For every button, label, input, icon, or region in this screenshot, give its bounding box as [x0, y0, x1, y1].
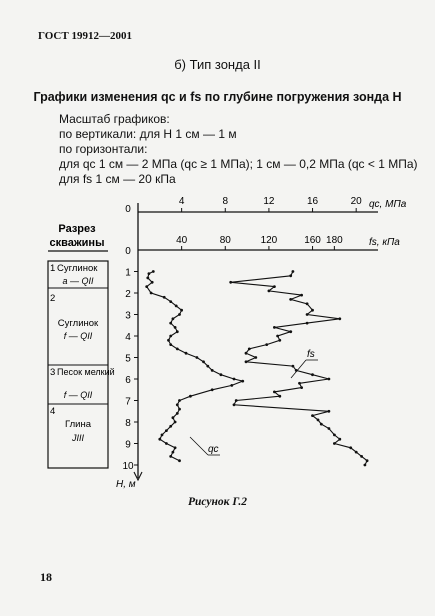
scale-fs: для fs 1 см — 20 кПа	[59, 172, 176, 186]
point-fs	[328, 427, 331, 430]
qc-series-label: qc	[208, 444, 219, 455]
point-qc	[165, 429, 168, 432]
point-fs	[355, 451, 358, 454]
point-fs	[317, 419, 320, 422]
point-fs	[300, 294, 303, 297]
depth-tick-label: 2	[125, 289, 131, 300]
point-qc	[185, 352, 188, 355]
point-fs	[328, 410, 331, 413]
point-qc	[241, 380, 244, 383]
layer-4-index: JIII	[71, 433, 85, 443]
series-line-qc	[147, 272, 243, 461]
figure-title: Графики изменения qc и fs по глубине погружения зонда H	[33, 90, 402, 104]
point-fs	[338, 317, 341, 320]
qc-tick-label: 20	[350, 196, 362, 207]
depth-tick-label: 3	[125, 310, 131, 322]
layer-3-name: Песок мелкий	[57, 367, 115, 377]
point-qc	[167, 339, 170, 342]
point-fs	[233, 403, 236, 406]
point-qc	[178, 399, 181, 402]
point-qc	[220, 373, 223, 376]
point-fs	[349, 446, 352, 449]
point-qc	[211, 388, 214, 391]
point-fs	[254, 356, 257, 359]
point-qc	[169, 455, 172, 458]
point-fs	[292, 270, 295, 273]
point-fs	[366, 459, 369, 462]
point-fs	[320, 423, 323, 426]
layer-1-name: Суглинок	[57, 263, 98, 274]
point-qc	[174, 326, 177, 329]
point-qc	[174, 421, 177, 424]
point-fs	[273, 391, 276, 394]
qc-tick-label: 4	[178, 196, 185, 207]
fs-tick-label: 80	[219, 235, 231, 246]
point-qc	[175, 305, 178, 308]
depth-tick-label: 7	[125, 396, 131, 408]
point-fs	[328, 378, 331, 381]
layer-4-name: Глина	[65, 419, 91, 430]
point-fs	[289, 274, 292, 277]
layer-2-num: 2	[50, 293, 56, 304]
document-header: ГОСТ 19912—2001	[38, 30, 132, 42]
qc-tick-label: 8	[222, 196, 229, 207]
series-layer	[145, 270, 368, 466]
point-fs	[268, 290, 271, 293]
scale-qc: для qc 1 см — 2 МПа (qc ≥ 1 МПа); 1 см — 0,2 МПа (qc < 1 МПа)	[59, 157, 418, 171]
qc-axis-zero: 0	[125, 204, 131, 215]
point-fs	[338, 438, 341, 441]
qc-label-leader	[190, 437, 208, 455]
qc-tick-labels	[179, 196, 362, 212]
point-qc	[169, 322, 172, 325]
point-fs	[245, 360, 248, 363]
layer-2-name: Суглинок	[57, 318, 99, 329]
layer-3-num: 3	[50, 367, 56, 378]
point-fs	[278, 339, 281, 342]
point-qc	[176, 412, 179, 415]
point-fs	[273, 285, 276, 288]
point-qc	[206, 365, 209, 368]
depth-axis-label: H, м	[116, 479, 136, 490]
point-qc	[152, 270, 155, 273]
point-qc	[196, 356, 199, 359]
scale-vertical: по вертикали: для H 1 см — 1 м	[59, 127, 237, 141]
point-fs	[235, 399, 238, 402]
point-qc	[150, 292, 153, 295]
point-qc	[169, 300, 172, 303]
point-qc	[176, 403, 179, 406]
point-fs	[276, 335, 279, 338]
point-qc	[169, 335, 172, 338]
fs-label-leader	[291, 360, 306, 378]
point-qc	[176, 330, 179, 333]
layer-4-num: 4	[50, 406, 56, 417]
depth-tick-label: 4	[125, 332, 131, 343]
point-fs	[333, 434, 336, 437]
point-qc	[145, 285, 148, 288]
point-fs	[289, 298, 292, 301]
layer-3-index: f — QII	[63, 390, 93, 400]
depth-tick-labels	[122, 268, 138, 473]
point-fs	[248, 348, 251, 351]
point-qc	[180, 309, 183, 312]
point-qc	[148, 272, 151, 275]
point-fs	[311, 309, 314, 312]
point-qc	[169, 343, 172, 346]
depth-tick-label: 1	[125, 267, 131, 279]
layer-2-index: f — QII	[63, 331, 93, 341]
point-qc	[172, 451, 175, 454]
point-qc	[176, 348, 179, 351]
point-fs	[300, 386, 303, 389]
point-fs	[245, 352, 248, 355]
point-fs	[229, 281, 232, 284]
subtitle: б) Тип зонда II	[174, 57, 261, 72]
point-qc	[172, 317, 175, 320]
point-qc	[158, 438, 161, 441]
point-fs	[333, 442, 336, 445]
fs-tick-label: 160	[304, 235, 321, 246]
point-qc	[211, 369, 214, 372]
page-number: 18	[40, 570, 52, 584]
point-qc	[189, 395, 192, 398]
fs-axis-label: fs, кПа	[369, 237, 400, 248]
point-qc	[151, 281, 154, 284]
layer-1-num: 1	[50, 263, 56, 274]
point-qc	[178, 459, 181, 462]
scale-horizontal: по горизонтали:	[59, 142, 148, 156]
point-fs	[273, 326, 276, 329]
fs-tick-label: 180	[326, 235, 343, 246]
qc-tick-label: 12	[263, 196, 275, 207]
point-qc	[230, 384, 233, 387]
point-qc	[161, 434, 164, 437]
section-heading-1: Разрез	[58, 223, 96, 235]
point-fs	[289, 330, 292, 333]
depth-tick-label: 9	[125, 439, 131, 451]
point-fs	[298, 382, 301, 385]
point-qc	[146, 277, 149, 280]
depth-tick-label: 8	[125, 418, 131, 429]
point-fs	[311, 414, 314, 417]
fs-tick-label: 120	[260, 235, 278, 246]
qc-tick-label: 16	[306, 196, 319, 207]
point-fs	[306, 313, 309, 316]
section-heading-2: скважины	[49, 237, 105, 249]
point-qc	[233, 378, 236, 381]
point-qc	[165, 442, 168, 445]
point-fs	[306, 322, 309, 325]
point-fs	[311, 373, 314, 376]
point-qc	[178, 408, 181, 411]
layer-1-index: a — QII	[62, 276, 94, 286]
point-fs	[360, 455, 363, 458]
qc-axis-label: qc, МПа	[369, 199, 407, 210]
point-qc	[163, 296, 166, 299]
point-qc	[202, 360, 205, 363]
point-qc	[169, 425, 172, 428]
point-qc	[178, 313, 181, 316]
fs-tick-label: 40	[176, 235, 188, 246]
point-fs	[265, 343, 268, 346]
depth-tick-label: 5	[125, 353, 131, 365]
fs-series-label: fs	[307, 349, 315, 360]
scale-heading: Масштаб графиков:	[59, 112, 170, 126]
point-fs	[306, 302, 309, 305]
point-qc	[174, 446, 177, 449]
fs-tick-labels	[176, 235, 343, 250]
depth-tick-label: 6	[125, 375, 131, 386]
point-fs	[364, 464, 367, 467]
point-fs	[278, 395, 281, 398]
point-fs	[292, 365, 295, 368]
figure-caption: Рисунок Г.2	[187, 496, 248, 508]
depth-tick-label: 10	[122, 461, 134, 472]
point-qc	[172, 416, 175, 419]
fs-axis-zero: 0	[125, 246, 131, 257]
